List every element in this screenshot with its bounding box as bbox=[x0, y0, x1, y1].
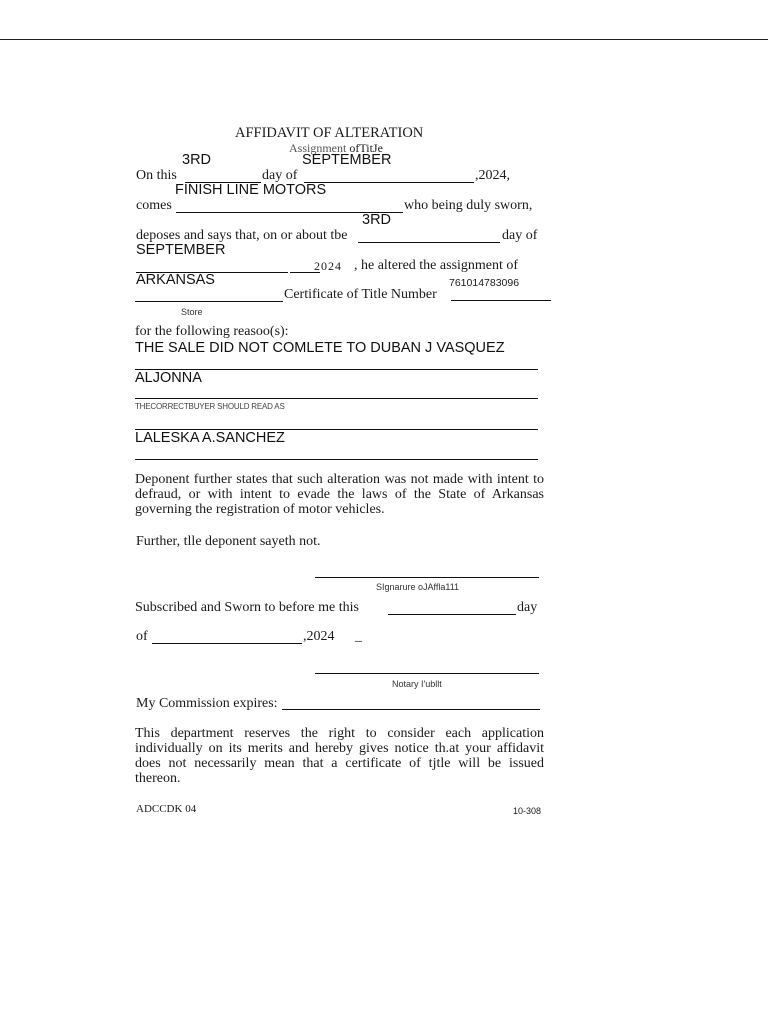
line5-label-certificate: Certificate of Title Number bbox=[284, 287, 437, 302]
line1-label-year: ,2024, bbox=[475, 168, 510, 183]
line4-label-altered: , he altered the assignment of bbox=[354, 258, 519, 273]
filled-month-2: SEPTEMBER bbox=[136, 242, 226, 258]
form-title: AFFIDAVIT OF ALTERATION bbox=[235, 125, 424, 141]
reason-line-2: ALJONNA bbox=[135, 370, 202, 386]
commission-label: My Commission expires: bbox=[136, 696, 278, 711]
statement-paragraph: Deponent further states that such alteration was not made with intent to defraud, or with intent to evade the laws of the State of Arkansas governing the registration of motor vehicles. bbox=[135, 472, 544, 517]
month-1-underline bbox=[304, 182, 474, 183]
of-label: of bbox=[136, 629, 148, 644]
reason-label: for the following reasoo(s): bbox=[135, 324, 289, 339]
day-2-underline bbox=[358, 242, 500, 243]
footer-form-number: 10-308 bbox=[513, 806, 542, 816]
year-label: ,2024 bbox=[303, 629, 335, 644]
of-month-underline bbox=[152, 643, 302, 644]
filled-month-1: SEPTEMBER bbox=[302, 152, 392, 168]
signature-label: SIgnarure oJAffla111 bbox=[376, 582, 460, 592]
subscribed-label: Subscribed and Sworn to before me this bbox=[135, 600, 359, 615]
notary-line bbox=[315, 673, 539, 674]
filled-day-2: 3RD bbox=[362, 212, 392, 228]
commission-underline bbox=[282, 709, 540, 710]
subtitle-post: ofTitJe bbox=[349, 141, 383, 155]
filled-title-number: 761014783096 bbox=[449, 277, 520, 289]
subscribed-day-underline bbox=[388, 614, 516, 615]
line1-label-day-of: day of bbox=[262, 168, 298, 183]
line3-label-deposes: deposes and says that, on or about tbe bbox=[136, 228, 348, 243]
line3-label-day-of: day of bbox=[502, 228, 538, 243]
store-label: Store bbox=[181, 307, 203, 317]
reason-line-1: THE SALE DID NOT COMLETE TO DUBAN J VASQUEZ bbox=[135, 340, 505, 356]
reason-underline-4 bbox=[135, 459, 538, 460]
subtitle-pre: Assignment bbox=[289, 141, 350, 155]
line2-label-comes: comes bbox=[136, 198, 172, 213]
line4-year: 2024 bbox=[314, 259, 342, 273]
correct-buyer-label: THECORRECTBUYER SHOULD READ AS bbox=[135, 402, 285, 411]
filled-state: ARKANSAS bbox=[136, 272, 215, 288]
further-statement: Further, tlle deponent sayeth not. bbox=[136, 534, 321, 549]
subscribed-day-label: day bbox=[517, 600, 538, 615]
notary-label: Notary I'ubllt bbox=[392, 679, 442, 689]
line1-label-on-this: On this bbox=[136, 168, 177, 183]
disclaimer-paragraph: This department reserves the right to consider each application individually on its merits and hereby gives notice th.at your affidavit does not necessarily mean that a certificate of tjtle will be issued thereon. bbox=[135, 726, 544, 786]
filled-day-1: 3RD bbox=[182, 152, 212, 168]
footer-form-code: ADCCDK 04 bbox=[136, 803, 197, 815]
line2-label-sworn: who being duly sworn, bbox=[404, 198, 533, 213]
reason-line-3: LALESKA A.SANCHEZ bbox=[135, 430, 285, 446]
signature-line bbox=[315, 577, 539, 578]
filled-dealer: FINISH LINE MOTORS bbox=[175, 182, 327, 198]
dash-mark: _ bbox=[355, 629, 362, 644]
top-border-line bbox=[0, 39, 768, 40]
state-underline bbox=[135, 301, 283, 302]
title-number-underline bbox=[451, 300, 551, 301]
reason-underline-3 bbox=[135, 429, 538, 430]
